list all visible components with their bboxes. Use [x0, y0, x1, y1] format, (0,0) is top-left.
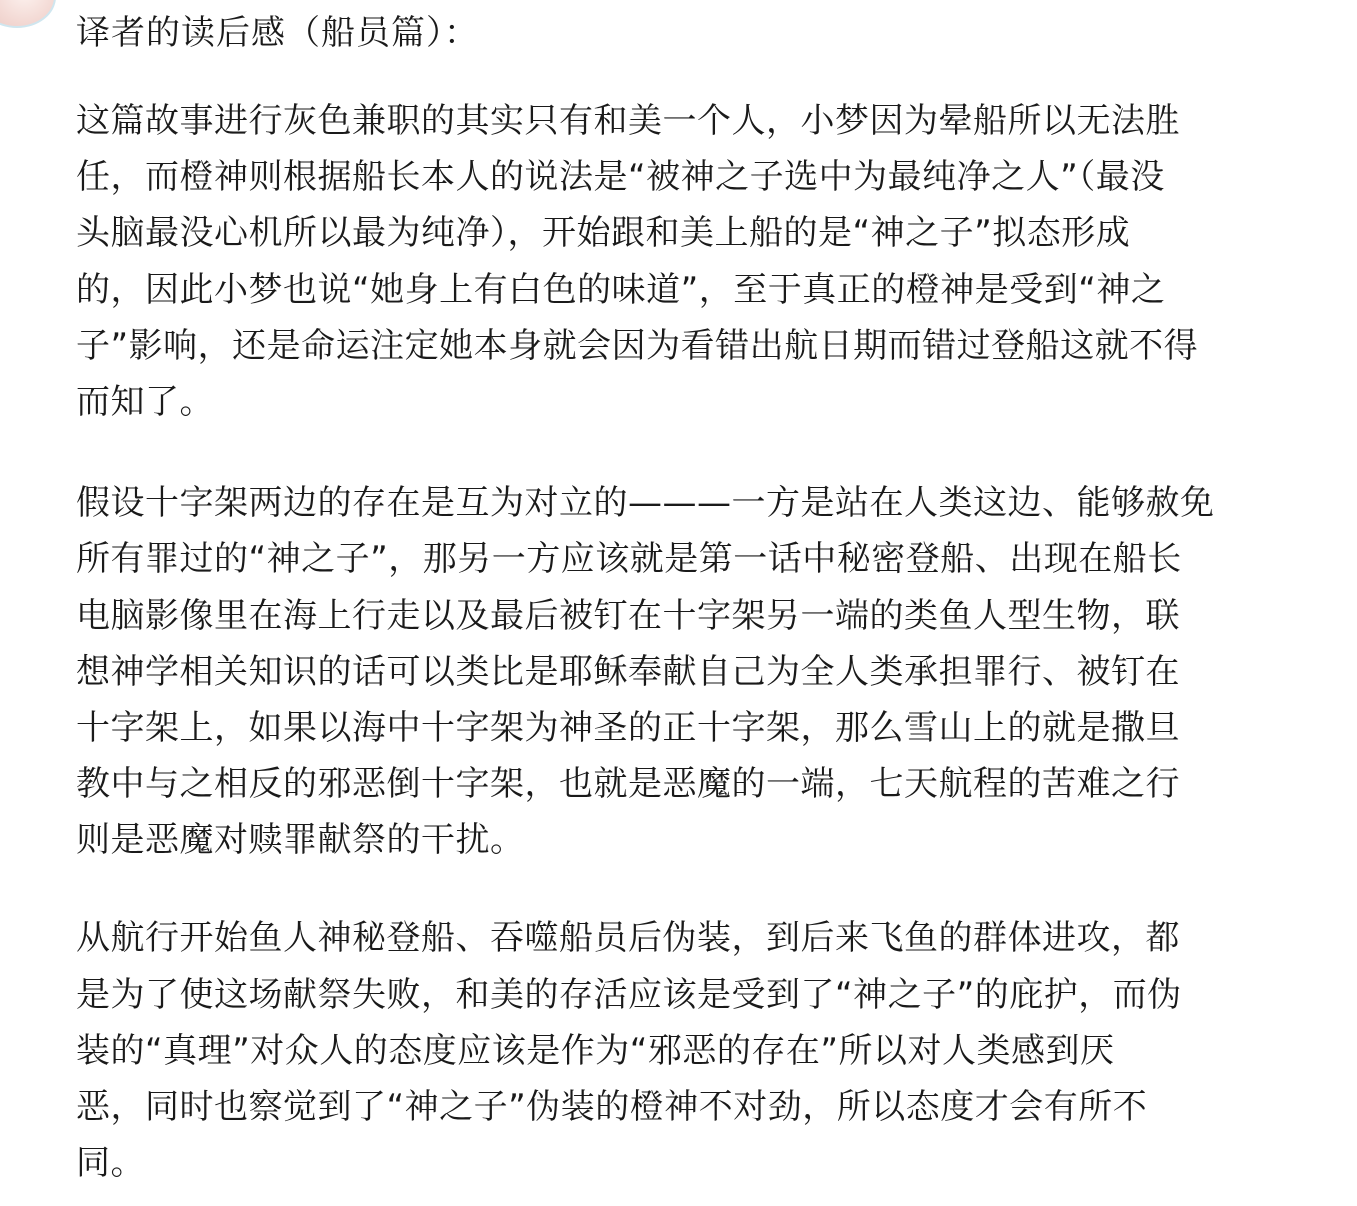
text-line: 电脑影像里在海上行走以及最后被钉在十字架另一端的类鱼人型生物，联: [76, 595, 1180, 636]
paragraph-3: [76, 910, 1326, 1191]
text-line: 的，因此小梦也说“她身上有白色的味道”，至于真正的橙神是受到“神之: [76, 269, 1166, 310]
text-line: 这篇故事进行灰色兼职的其实只有和美一个人，小梦因为晕船所以无法胜: [76, 101, 1180, 141]
text-line: 同。: [76, 1143, 145, 1184]
text-line: 假设十字架两边的存在是互为对立的———一方是站在人类这边、能够赦免: [76, 483, 1215, 524]
text-line: 十字架上，如果以海中十字架为神圣的正十字架，那么雪山上的就是撒旦: [76, 707, 1180, 748]
text-line: 恶，同时也察觉到了“神之子”伪装的橙神不对劲，所以态度才会有所不: [76, 1087, 1148, 1127]
text-line: 而知了。: [76, 381, 214, 422]
text-line: 则是恶魔对赎罪献祭的干扰。: [76, 820, 525, 861]
text-line: 装的“真理”对众人的态度应该是作为“邪恶的存在”所以对人类感到厌: [76, 1030, 1115, 1071]
paragraph-2: [76, 475, 1326, 868]
text-line: 从航行开始鱼人神秘登船、吞噬船员后伪装，到后来飞鱼的群体进攻，都: [76, 918, 1180, 959]
article-title: 译者的读后感（船员篇）：: [76, 13, 479, 53]
text-line: 教中与之相反的邪恶倒十字架，也就是恶魔的一端，七天航程的苦难之行: [76, 764, 1180, 805]
text-line: 子”影响，还是命运注定她本身就会因为看错出航日期而错过登船这就不得: [76, 325, 1199, 366]
text-line: 头脑最没心机所以最为纯净），开始跟和美上船的是“神之子”拟态形成: [76, 213, 1131, 254]
text-line: 所有罪过的“神之子”，那另一方应该就是第一话中秘密登船、出现在船长: [76, 539, 1182, 580]
article: [76, 8, 1326, 1191]
paragraph-1: [76, 93, 1326, 430]
text-line: 是为了使这场献祭失败，和美的存活应该是受到了“神之子”的庇护，而伪: [76, 974, 1182, 1015]
text-line: 任，而橙神则根据船长本人的说法是“被神之子选中为最纯净之人”（最没: [76, 157, 1165, 198]
avatar: [0, 0, 56, 28]
text-line: 想神学相关知识的话可以类比是耶稣奉献自己为全人类承担罪行、被钉在: [76, 651, 1180, 692]
